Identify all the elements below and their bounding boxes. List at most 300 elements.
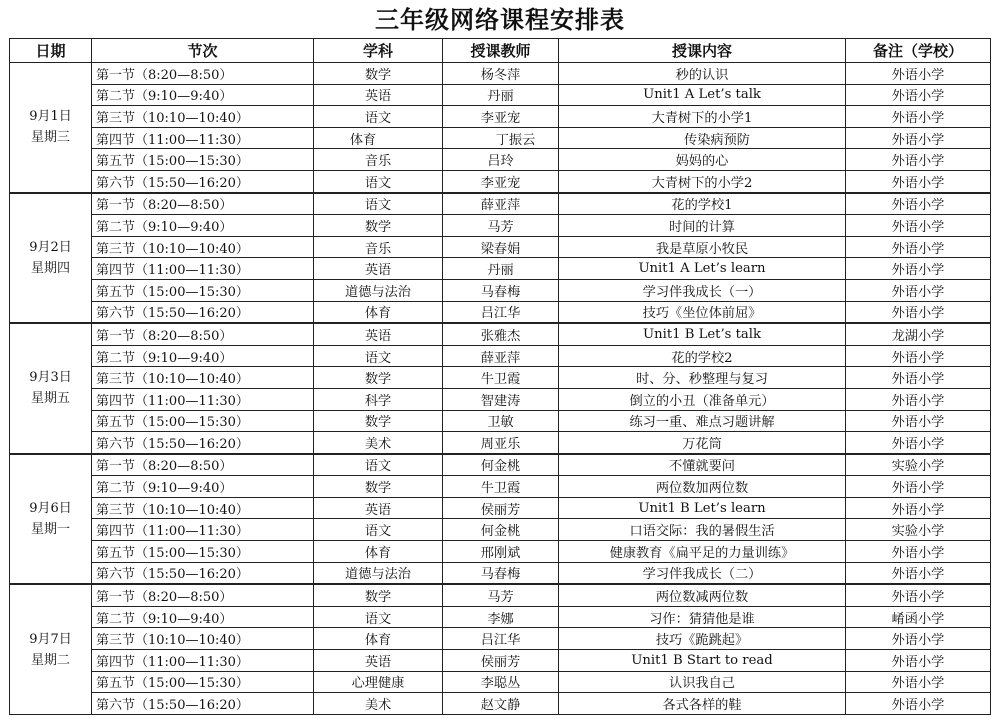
- table-row: [10, 606, 991, 628]
- content-cell: [559, 562, 846, 584]
- subject-cell: [314, 432, 443, 454]
- subject-cell: [314, 367, 443, 389]
- period-cell: [92, 628, 314, 650]
- subject-cell-text: 数学: [364, 219, 392, 235]
- period-cell: [92, 584, 314, 606]
- header-school: 备注（学校）: [846, 39, 991, 63]
- teacher-cell: [443, 671, 559, 693]
- teacher-cell: [443, 63, 559, 85]
- school-cell-text: 外语小学: [891, 154, 945, 170]
- period-cell-text: 第三节（10:10—10:40）: [96, 110, 249, 126]
- table-row: [10, 454, 991, 476]
- teacher-cell-text: 马芳: [487, 219, 514, 235]
- school-cell: [846, 584, 991, 606]
- school-cell: [846, 519, 991, 541]
- table-row: [10, 388, 991, 410]
- teacher-cell-text: 卫敏: [487, 415, 514, 431]
- period-cell-text: 第五节（15:00—15:30）: [96, 545, 249, 561]
- content-cell: [559, 106, 846, 128]
- content-cell-text: 倒立的小丑（准备单元）: [629, 393, 775, 409]
- period-cell-text: 第二节（9:10—9:40）: [96, 350, 233, 366]
- school-cell-text: 外语小学: [891, 198, 945, 214]
- teacher-cell-text: 马春梅: [480, 284, 521, 300]
- table-row: [10, 149, 991, 171]
- period-cell: [92, 149, 314, 171]
- teacher-cell: [443, 193, 559, 215]
- content-cell: [559, 541, 846, 563]
- subject-cell-text: 心理健康: [351, 676, 405, 692]
- period-cell: [92, 519, 314, 541]
- subject-cell: [314, 215, 443, 237]
- teacher-cell: [443, 127, 559, 149]
- school-cell: [846, 149, 991, 171]
- school-cell: [846, 693, 991, 715]
- content-cell-text: 我是草原小牧民: [655, 241, 749, 257]
- teacher-cell-text: 李亚宠: [480, 175, 521, 191]
- school-cell: [846, 476, 991, 498]
- content-cell: [559, 127, 846, 149]
- subject-cell-text: 音乐: [364, 154, 392, 170]
- period-cell-text: 第一节（8:20—8:50）: [96, 67, 233, 83]
- teacher-cell: [443, 519, 559, 541]
- content-cell-text: 口语交际：我的暑假生活: [629, 524, 775, 540]
- period-cell-text: 第三节（10:10—10:40）: [96, 372, 249, 388]
- content-cell: [559, 170, 846, 192]
- date-cell: [10, 63, 92, 193]
- subject-cell-text: 英语: [364, 89, 392, 105]
- teacher-cell: [443, 323, 559, 345]
- subject-cell: [314, 671, 443, 693]
- period-cell-text: 第一节（8:20—8:50）: [96, 459, 233, 475]
- period-cell: [92, 193, 314, 215]
- table-row: [10, 279, 991, 301]
- table-row: [10, 476, 991, 498]
- table-row: [10, 628, 991, 650]
- subject-cell: [314, 650, 443, 672]
- subject-cell: [314, 628, 443, 650]
- header-subject: 学科: [314, 39, 443, 63]
- content-cell-text: 不懂就要问: [669, 459, 735, 475]
- content-cell-text: 大青树下的小学1: [651, 110, 753, 126]
- period-cell: [92, 541, 314, 563]
- school-cell: [846, 606, 991, 628]
- teacher-cell-text: 吕江华: [480, 633, 521, 649]
- content-cell-text: 妈妈的心: [675, 154, 729, 170]
- table-row: [10, 497, 991, 519]
- school-cell: [846, 454, 991, 476]
- subject-cell-text: 语文: [364, 611, 392, 627]
- teacher-cell: [443, 84, 559, 106]
- period-cell: [92, 63, 314, 85]
- period-cell-text: 第六节（15:50—16:20）: [96, 567, 249, 583]
- table-row: [10, 541, 991, 563]
- school-cell-text: 崤函小学: [891, 611, 945, 627]
- subject-cell: [314, 497, 443, 519]
- school-cell: [846, 170, 991, 192]
- teacher-cell: [443, 584, 559, 606]
- school-cell-text: 外语小学: [891, 89, 945, 105]
- table-row: [10, 236, 991, 258]
- teacher-cell-text: 牛卫霞: [480, 372, 521, 388]
- period-cell: [92, 215, 314, 237]
- teacher-cell: [443, 693, 559, 715]
- period-cell-text: 第二节（9:10—9:40）: [96, 481, 233, 497]
- subject-cell-text: 语文: [364, 175, 392, 191]
- teacher-cell: [443, 410, 559, 432]
- table-row: [10, 519, 991, 541]
- table-row: [10, 170, 991, 192]
- period-cell: [92, 323, 314, 345]
- subject-cell-text: 体育: [364, 545, 392, 561]
- content-cell-text: Unit1 B Let’s learn: [638, 500, 766, 516]
- school-cell: [846, 497, 991, 519]
- content-cell-text: Unit1 B Start to read: [631, 652, 773, 668]
- school-cell: [846, 345, 991, 367]
- school-cell-text: 外语小学: [891, 110, 945, 126]
- content-cell: [559, 606, 846, 628]
- period-cell-text: 第二节（9:10—9:40）: [96, 611, 233, 627]
- content-cell-text: 两位数减两位数: [655, 590, 749, 606]
- period-cell: [92, 367, 314, 389]
- school-cell: [846, 628, 991, 650]
- teacher-cell-text: 吕江华: [480, 306, 521, 322]
- subject-cell-text: 语文: [364, 524, 392, 540]
- period-cell-text: 第四节（11:00—11:30）: [96, 524, 249, 540]
- content-cell: [559, 388, 846, 410]
- content-cell: [559, 236, 846, 258]
- teacher-cell-text: 何金桃: [480, 524, 521, 540]
- school-cell: [846, 388, 991, 410]
- period-cell-text: 第六节（15:50—16:20）: [96, 175, 249, 191]
- teacher-cell-text: 丁振云: [495, 132, 536, 148]
- period-cell-text: 第五节（15:00—15:30）: [96, 676, 249, 692]
- subject-cell: [314, 323, 443, 345]
- date-cell: [10, 193, 92, 324]
- content-cell-text: 秒的认识: [675, 67, 729, 83]
- teacher-cell: [443, 497, 559, 519]
- subject-cell: [314, 584, 443, 606]
- content-cell: [559, 410, 846, 432]
- subject-cell: [314, 149, 443, 171]
- teacher-cell-text: 牛卫霞: [480, 481, 521, 497]
- school-cell-text: 外语小学: [891, 132, 945, 148]
- school-cell: [846, 323, 991, 345]
- subject-cell: [314, 193, 443, 215]
- content-cell-text: 两位数加两位数: [655, 481, 749, 497]
- table-row: [10, 693, 991, 715]
- period-cell: [92, 497, 314, 519]
- teacher-cell: [443, 562, 559, 584]
- date-label: 9月3日: [29, 370, 72, 386]
- table-row: [10, 215, 991, 237]
- teacher-cell-text: 薛亚萍: [480, 198, 521, 214]
- period-cell: [92, 650, 314, 672]
- subject-cell-text: 数学: [364, 590, 392, 606]
- teacher-cell: [443, 236, 559, 258]
- table-row: [10, 584, 991, 606]
- period-cell-text: 第四节（11:00—11:30）: [96, 654, 249, 670]
- period-cell-text: 第一节（8:20—8:50）: [96, 198, 233, 214]
- teacher-cell-text: 丹丽: [487, 89, 514, 105]
- subject-cell-text: 数学: [364, 415, 392, 431]
- period-cell-text: 第四节（11:00—11:30）: [96, 263, 249, 279]
- schedule-body: [10, 63, 991, 715]
- subject-cell-text: 数学: [364, 67, 392, 83]
- table-row: [10, 106, 991, 128]
- content-cell-text: 传染病预防: [684, 132, 750, 148]
- period-cell-text: 第二节（9:10—9:40）: [96, 89, 233, 105]
- school-cell-text: 龙湖小学: [891, 328, 945, 344]
- content-cell-text: Unit1 A Let’s talk: [643, 87, 761, 103]
- content-cell: [559, 650, 846, 672]
- school-cell-text: 实验小学: [891, 459, 945, 475]
- school-cell-text: 外语小学: [891, 415, 945, 431]
- content-cell-text: 学习伴我成长（一）: [642, 284, 762, 300]
- subject-cell: [314, 345, 443, 367]
- school-cell-text: 外语小学: [891, 633, 945, 649]
- subject-cell-text: 道德与法治: [345, 567, 411, 583]
- subject-cell-text: 道德与法治: [345, 284, 411, 300]
- school-cell-text: 外语小学: [891, 350, 945, 366]
- period-cell: [92, 693, 314, 715]
- school-cell: [846, 367, 991, 389]
- school-cell: [846, 301, 991, 323]
- subject-cell-text: 语文: [364, 459, 392, 475]
- content-cell: [559, 323, 846, 345]
- teacher-cell-text: 马春梅: [480, 567, 521, 583]
- subject-cell-text: 语文: [364, 198, 392, 214]
- table-row: [10, 301, 991, 323]
- subject-cell-text: 语文: [364, 350, 392, 366]
- school-cell-text: 实验小学: [891, 524, 945, 540]
- page-title: 三年级网络课程安排表: [375, 6, 625, 34]
- school-cell-text: 外语小学: [891, 545, 945, 561]
- period-cell: [92, 106, 314, 128]
- subject-cell-text: 语文: [364, 110, 392, 126]
- teacher-cell: [443, 215, 559, 237]
- subject-cell: [314, 541, 443, 563]
- subject-cell: [314, 258, 443, 280]
- content-cell: [559, 671, 846, 693]
- school-cell-text: 外语小学: [891, 436, 945, 452]
- content-cell: [559, 84, 846, 106]
- table-row: [10, 84, 991, 106]
- period-cell-text: 第四节（11:00—11:30）: [96, 132, 249, 148]
- date-cell: [10, 584, 92, 714]
- table-row: [10, 193, 991, 215]
- content-cell-text: 技巧《跪跳起》: [655, 633, 749, 649]
- content-cell: [559, 693, 846, 715]
- subject-cell: [314, 562, 443, 584]
- content-cell-text: Unit1 A Let’s learn: [638, 261, 766, 277]
- subject-cell: [314, 236, 443, 258]
- period-cell: [92, 606, 314, 628]
- content-cell: [559, 149, 846, 171]
- school-cell-text: 外语小学: [891, 263, 945, 279]
- content-cell: [559, 367, 846, 389]
- school-cell-text: 外语小学: [891, 481, 945, 497]
- school-cell: [846, 562, 991, 584]
- subject-cell: [314, 84, 443, 106]
- school-cell: [846, 236, 991, 258]
- content-cell-text: 花的学校2: [671, 350, 733, 366]
- period-cell: [92, 671, 314, 693]
- period-cell-text: 第一节（8:20—8:50）: [96, 328, 233, 344]
- schedule-table: [9, 38, 991, 715]
- school-cell: [846, 410, 991, 432]
- content-cell: [559, 519, 846, 541]
- period-cell: [92, 258, 314, 280]
- period-cell-text: 第一节（8:20—8:50）: [96, 590, 233, 606]
- teacher-cell-text: 侯丽芳: [480, 502, 521, 518]
- content-cell-text: 练习一重、难点习题讲解: [629, 415, 775, 431]
- table-row: [10, 562, 991, 584]
- school-cell-text: 外语小学: [891, 654, 945, 670]
- teacher-cell-text: 李聪丛: [480, 676, 521, 692]
- subject-cell-text: 美术: [364, 436, 392, 452]
- content-cell: [559, 628, 846, 650]
- teacher-cell: [443, 388, 559, 410]
- content-cell: [559, 279, 846, 301]
- subject-cell-text: 数学: [364, 372, 392, 388]
- teacher-cell-text: 吕玲: [487, 154, 514, 170]
- subject-cell: [314, 279, 443, 301]
- date-label: 9月6日: [29, 500, 72, 516]
- table-row: [10, 127, 991, 149]
- content-cell: [559, 258, 846, 280]
- school-cell-text: 外语小学: [891, 502, 945, 518]
- school-cell-text: 外语小学: [891, 306, 945, 322]
- weekday-label: 星期二: [30, 652, 70, 668]
- school-cell-text: 外语小学: [891, 175, 945, 191]
- period-cell: [92, 127, 314, 149]
- table-row: [10, 367, 991, 389]
- teacher-cell-text: 马芳: [487, 590, 514, 606]
- period-cell: [92, 388, 314, 410]
- teacher-cell-text: 智建涛: [480, 393, 521, 409]
- subject-cell: [314, 606, 443, 628]
- subject-cell: [314, 476, 443, 498]
- subject-cell: [314, 454, 443, 476]
- teacher-cell-text: 侯丽芳: [480, 654, 521, 670]
- period-cell: [92, 562, 314, 584]
- school-cell: [846, 541, 991, 563]
- period-cell: [92, 432, 314, 454]
- weekday-label: 星期五: [30, 391, 70, 407]
- date-label: 9月1日: [29, 109, 72, 125]
- period-cell-text: 第三节（10:10—10:40）: [96, 241, 249, 257]
- weekday-label: 星期四: [30, 260, 70, 276]
- content-cell-text: 认识我自己: [669, 676, 735, 692]
- table-row: [10, 650, 991, 672]
- teacher-cell-text: 杨冬萍: [480, 67, 521, 83]
- subject-cell-text: 体育: [364, 633, 392, 649]
- content-cell: [559, 454, 846, 476]
- content-cell-text: 各式各样的鞋: [662, 698, 742, 714]
- subject-cell: [314, 519, 443, 541]
- teacher-cell: [443, 279, 559, 301]
- content-cell: [559, 301, 846, 323]
- subject-cell-text: 英语: [364, 502, 392, 518]
- school-cell-text: 外语小学: [891, 372, 945, 388]
- header-period: 节次: [92, 39, 314, 63]
- period-cell: [92, 476, 314, 498]
- teacher-cell: [443, 628, 559, 650]
- subject-cell: [314, 170, 443, 192]
- table-row: [10, 323, 991, 345]
- school-cell-text: 外语小学: [891, 567, 945, 583]
- header-teacher: 授课教师: [443, 39, 559, 63]
- weekday-label: 星期一: [30, 521, 70, 537]
- subject-cell-text: 美术: [364, 698, 392, 714]
- period-cell-text: 第五节（15:00—15:30）: [96, 284, 249, 300]
- header-content: 授课内容: [559, 39, 846, 63]
- content-cell: [559, 345, 846, 367]
- content-cell-text: 学习伴我成长（二）: [642, 567, 762, 583]
- subject-cell-text: 英语: [364, 328, 392, 344]
- table-row: [10, 63, 991, 85]
- date-cell: [10, 454, 92, 585]
- content-cell: [559, 476, 846, 498]
- teacher-cell: [443, 170, 559, 192]
- school-cell: [846, 106, 991, 128]
- subject-cell: [314, 693, 443, 715]
- date-label: 9月7日: [29, 631, 72, 647]
- period-cell-text: 第四节（11:00—11:30）: [96, 393, 249, 409]
- subject-cell-text: 数学: [364, 481, 392, 497]
- period-cell-text: 第五节（15:00—15:30）: [96, 154, 249, 170]
- content-cell: [559, 432, 846, 454]
- teacher-cell-text: 薛亚萍: [480, 350, 521, 366]
- content-cell: [559, 63, 846, 85]
- school-cell-text: 外语小学: [891, 219, 945, 235]
- period-cell: [92, 279, 314, 301]
- school-cell-text: 外语小学: [891, 590, 945, 606]
- content-cell: [559, 193, 846, 215]
- teacher-cell-text: 丹丽: [487, 263, 514, 279]
- content-cell-text: 健康教育《扁平足的力量训练》: [609, 545, 795, 561]
- school-cell: [846, 650, 991, 672]
- teacher-cell: [443, 454, 559, 476]
- date-cell: [10, 323, 92, 454]
- teacher-cell: [443, 606, 559, 628]
- teacher-cell: [443, 345, 559, 367]
- subject-cell-text: 体育: [364, 306, 392, 322]
- school-cell: [846, 63, 991, 85]
- teacher-cell-text: 何金桃: [480, 459, 521, 475]
- teacher-cell-text: 赵文静: [480, 698, 521, 714]
- teacher-cell: [443, 367, 559, 389]
- teacher-cell: [443, 301, 559, 323]
- period-cell-text: 第三节（10:10—10:40）: [96, 633, 249, 649]
- period-cell-text: 第三节（10:10—10:40）: [96, 502, 249, 518]
- school-cell-text: 外语小学: [891, 67, 945, 83]
- teacher-cell-text: 周亚乐: [480, 436, 521, 452]
- period-cell-text: 第六节（15:50—16:20）: [96, 436, 249, 452]
- content-cell-text: 时间的计算: [669, 219, 735, 235]
- school-cell: [846, 193, 991, 215]
- content-cell-text: 万花筒: [682, 436, 722, 452]
- teacher-cell: [443, 650, 559, 672]
- period-cell-text: 第六节（15:50—16:20）: [96, 306, 249, 322]
- teacher-cell: [443, 432, 559, 454]
- school-cell: [846, 84, 991, 106]
- table-row: [10, 345, 991, 367]
- subject-cell: [314, 106, 443, 128]
- teacher-cell-text: 梁春娟: [480, 241, 521, 257]
- period-cell: [92, 454, 314, 476]
- date-label: 9月2日: [29, 239, 72, 255]
